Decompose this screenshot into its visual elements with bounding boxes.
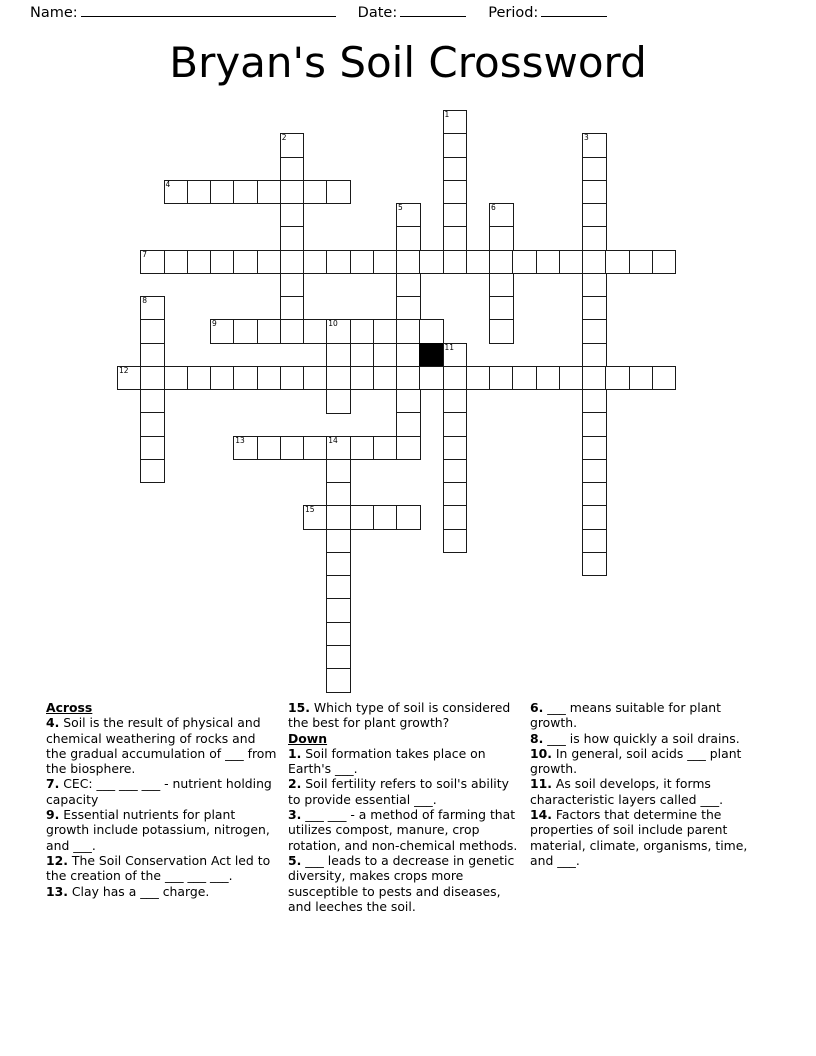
grid-clue-number: 3	[584, 133, 589, 143]
grid-cell[interactable]	[280, 296, 305, 321]
grid-cell[interactable]	[652, 250, 677, 275]
grid-cell[interactable]	[257, 250, 282, 275]
grid-cell[interactable]	[582, 505, 607, 530]
grid-cell[interactable]	[280, 133, 305, 158]
grid-cell[interactable]	[443, 180, 468, 205]
grid-cell[interactable]	[140, 343, 165, 368]
grid-cell[interactable]	[419, 319, 444, 344]
grid-cell[interactable]	[117, 366, 142, 391]
grid-cell[interactable]	[326, 482, 351, 507]
grid-clue-number: 9	[212, 319, 217, 329]
grid-cell[interactable]	[396, 366, 421, 391]
grid-cell[interactable]	[489, 319, 514, 344]
grid-cell[interactable]	[303, 180, 328, 205]
grid-cell[interactable]	[396, 296, 421, 321]
grid-cell[interactable]	[326, 505, 351, 530]
clue-number: 6.	[530, 700, 544, 715]
grid-cell[interactable]	[582, 133, 607, 158]
grid-clue-number: 1	[444, 110, 450, 119]
grid-cell[interactable]	[443, 389, 468, 414]
clue-number: 11.	[530, 776, 552, 792]
grid-cell[interactable]	[280, 366, 305, 391]
clue-text: Soil is the result of physical and chemical weathering of rocks and the gradual accumulation of ___ from the biosphere.	[46, 715, 277, 777]
grid-cell[interactable]	[582, 482, 607, 507]
grid-cell[interactable]	[326, 668, 351, 693]
grid-cell[interactable]	[140, 296, 165, 321]
grid-cell[interactable]	[140, 250, 165, 275]
grid-cell[interactable]	[326, 389, 351, 414]
across-clue-list-part1	[46, 715, 278, 899]
grid-cell[interactable]	[582, 552, 607, 577]
grid-cell[interactable]	[350, 436, 375, 461]
across-clue-9	[46, 807, 278, 853]
grid-cell[interactable]	[489, 273, 514, 298]
down-clue-6	[530, 700, 770, 731]
clue-number: 5.	[288, 852, 302, 868]
grid-cell[interactable]	[396, 412, 421, 437]
grid-cell[interactable]	[582, 226, 607, 251]
grid-cell[interactable]	[443, 459, 468, 484]
down-clue-list-part2	[530, 700, 770, 868]
grid-clue-number: 6	[491, 203, 496, 212]
grid-cell[interactable]	[326, 645, 351, 670]
grid-cell[interactable]	[443, 366, 468, 391]
across-clue-13	[46, 884, 278, 899]
grid-cell[interactable]	[233, 366, 258, 391]
grid-cell[interactable]	[559, 250, 584, 275]
grid-cell[interactable]	[257, 180, 282, 205]
grid-cell[interactable]	[605, 250, 630, 275]
grid-cell[interactable]	[257, 366, 282, 391]
grid-cell[interactable]	[582, 203, 607, 228]
grid-cell[interactable]	[326, 552, 351, 577]
grid-cell[interactable]	[233, 436, 258, 461]
grid-cell[interactable]	[257, 319, 282, 344]
grid-cell[interactable]	[210, 250, 235, 275]
grid-cell[interactable]	[326, 459, 351, 484]
grid-cell[interactable]	[443, 157, 468, 182]
clue-number: 13.	[46, 883, 68, 899]
clue-number: 8.	[530, 730, 544, 746]
across-clue-12	[46, 853, 278, 884]
grid-cell[interactable]	[582, 366, 607, 391]
clue-column-1	[46, 700, 278, 899]
grid-cell[interactable]	[303, 319, 328, 344]
grid-clue-number: 8	[142, 296, 148, 305]
grid-cell[interactable]	[419, 366, 444, 391]
clue-text: ___ means suitable for plant growth.	[530, 700, 721, 731]
grid-cell[interactable]	[140, 366, 165, 391]
grid-cell[interactable]	[582, 343, 607, 368]
clue-text: ___ ___ - a method of farming that utilizes compost, manure, crop rotation, and non-chemical methods.	[288, 807, 518, 853]
date-label: Date:	[357, 5, 398, 21]
grid-cell[interactable]	[350, 366, 375, 391]
grid-cell[interactable]	[466, 250, 491, 275]
clue-number: 9.	[46, 807, 60, 823]
grid-cell[interactable]	[396, 273, 421, 298]
grid-clue-number: 5	[398, 203, 403, 212]
clue-text: In general, soil acids ___ plant growth.	[530, 745, 742, 777]
clue-number: 12.	[46, 852, 68, 868]
across-clue-4	[46, 715, 278, 776]
grid-cell[interactable]	[373, 319, 398, 344]
across-clue-15	[288, 700, 520, 731]
grid-clue-number: 7	[142, 249, 148, 259]
grid-cell[interactable]	[512, 250, 537, 275]
down-clue-list-part1	[288, 746, 520, 914]
grid-cell[interactable]	[303, 250, 328, 275]
grid-cell[interactable]	[350, 505, 375, 530]
grid-cell[interactable]	[512, 366, 537, 391]
grid-cell[interactable]	[443, 133, 468, 158]
grid-cell[interactable]	[443, 343, 468, 368]
down-clue-10	[530, 746, 770, 777]
clue-text: The Soil Conservation Act led to the creation of the ___ ___ ___.	[46, 852, 271, 884]
grid-cell[interactable]	[326, 529, 351, 554]
clue-number: 2.	[288, 776, 302, 792]
down-clue-11	[530, 776, 770, 807]
grid-cell[interactable]	[257, 436, 282, 461]
grid-clue-number: 13	[235, 435, 245, 445]
clue-column-2	[288, 700, 520, 914]
grid-cell[interactable]	[326, 343, 351, 368]
down-clue-1	[288, 746, 520, 777]
grid-cell[interactable]	[280, 436, 305, 461]
grid-cell[interactable]	[280, 273, 305, 298]
down-clue-2	[288, 776, 520, 807]
page-title: Bryan's Soil Crossword	[169, 38, 647, 87]
across-clue-list-part2	[288, 700, 520, 731]
date-field[interactable]	[358, 5, 467, 21]
grid-cell[interactable]	[582, 273, 607, 298]
grid-cell[interactable]	[443, 250, 468, 275]
grid-cell[interactable]	[443, 226, 468, 251]
grid-cell[interactable]	[350, 250, 375, 275]
grid-cell[interactable]	[489, 296, 514, 321]
period-label: Period:	[488, 5, 539, 21]
clue-number: 15.	[288, 700, 310, 715]
grid-cell[interactable]	[582, 529, 607, 554]
grid-cell[interactable]	[629, 366, 654, 391]
clue-text: ___ leads to a decrease in genetic diversity, makes crops more susceptible to pests and diseases, and leeches the soil.	[288, 852, 515, 914]
grid-cell[interactable]	[419, 250, 444, 275]
grid-cell[interactable]	[373, 436, 398, 461]
grid-cell[interactable]	[559, 366, 584, 391]
clue-text: Which type of soil is considered the best for plant growth?	[288, 700, 511, 731]
grid-cell[interactable]	[326, 436, 351, 461]
clue-text: Soil formation takes place on Earth's ___.	[288, 745, 486, 777]
clue-text: Soil fertility refers to soil's ability to provide essential ___.	[288, 776, 509, 807]
grid-cell[interactable]	[187, 366, 212, 391]
clue-text: Clay has a ___ charge.	[67, 883, 210, 899]
grid-cell[interactable]	[140, 319, 165, 344]
across-heading: Across	[46, 700, 93, 715]
grid-clue-number: 2	[281, 133, 287, 143]
grid-cell[interactable]	[350, 343, 375, 368]
grid-cell[interactable]	[233, 180, 258, 205]
grid-cell[interactable]	[443, 505, 468, 530]
grid-cell[interactable]	[280, 203, 305, 228]
grid-clue-number: 12	[119, 365, 129, 375]
grid-cell[interactable]	[187, 250, 212, 275]
crossword-grid-container	[0, 105, 816, 700]
grid-cell[interactable]	[396, 319, 421, 344]
grid-clue-number: 4	[165, 179, 171, 189]
grid-cell[interactable]	[280, 319, 305, 344]
grid-cell[interactable]	[140, 436, 165, 461]
clue-text: Factors that determine the properties of soil include parent material, climate, organisms, time, and ___.	[530, 807, 748, 868]
down-clue-3	[288, 807, 520, 853]
grid-cell[interactable]	[443, 412, 468, 437]
grid-cell[interactable]	[652, 366, 677, 391]
grid-cell[interactable]	[140, 389, 165, 414]
grid-cell[interactable]	[233, 250, 258, 275]
grid-cell[interactable]	[443, 110, 468, 135]
grid-cell[interactable]	[466, 366, 491, 391]
grid-cell[interactable]	[396, 250, 421, 275]
grid-cell[interactable]	[164, 180, 189, 205]
clue-text: As soil develops, it forms characteristic layers called ___.	[530, 776, 724, 807]
clue-text: ___ is how quickly a soil drains.	[543, 730, 740, 746]
grid-cell[interactable]	[164, 250, 189, 275]
name-write-line[interactable]	[81, 5, 336, 17]
clue-number: 10.	[530, 745, 552, 761]
grid-cell[interactable]	[443, 529, 468, 554]
grid-cell[interactable]	[303, 505, 328, 530]
grid-cell[interactable]	[210, 180, 235, 205]
grid-cell[interactable]	[443, 203, 468, 228]
grid-cell[interactable]	[489, 203, 514, 228]
period-field[interactable]	[488, 5, 607, 21]
name-label: Name:	[30, 5, 78, 21]
down-clue-5	[288, 853, 520, 914]
clues-container	[0, 700, 816, 1000]
grid-clue-number: 14	[328, 435, 338, 445]
grid-cell[interactable]	[396, 226, 421, 251]
grid-cell[interactable]	[280, 226, 305, 251]
grid-cell[interactable]	[536, 250, 561, 275]
grid-cell[interactable]	[373, 343, 398, 368]
grid-cell[interactable]	[629, 250, 654, 275]
grid-cell[interactable]	[582, 180, 607, 205]
down-clue-8	[530, 731, 770, 746]
grid-cell[interactable]	[443, 482, 468, 507]
across-clue-7	[46, 776, 278, 807]
grid-cell-blocked	[419, 343, 444, 368]
grid-cell[interactable]	[326, 598, 351, 623]
grid-clue-number: 15	[305, 505, 315, 515]
grid-cell[interactable]	[303, 436, 328, 461]
grid-cell[interactable]	[210, 319, 235, 344]
grid-cell[interactable]	[140, 459, 165, 484]
grid-cell[interactable]	[536, 366, 561, 391]
worksheet-header	[0, 0, 816, 26]
grid-cell[interactable]	[326, 575, 351, 600]
grid-cell[interactable]	[582, 319, 607, 344]
grid-cell[interactable]	[582, 436, 607, 461]
grid-cell[interactable]	[373, 366, 398, 391]
grid-cell[interactable]	[280, 180, 305, 205]
grid-cell[interactable]	[164, 366, 189, 391]
clue-column-3	[530, 700, 770, 868]
grid-cell[interactable]	[350, 319, 375, 344]
grid-cell[interactable]	[373, 250, 398, 275]
grid-cell[interactable]	[605, 366, 630, 391]
grid-cell[interactable]	[582, 459, 607, 484]
grid-cell[interactable]	[326, 622, 351, 647]
grid-cell[interactable]	[582, 250, 607, 275]
grid-cell[interactable]	[326, 319, 351, 344]
grid-cell[interactable]	[582, 412, 607, 437]
clue-text: CEC: ___ ___ ___ - nutrient holding capacity	[46, 776, 272, 807]
grid-cell[interactable]	[582, 389, 607, 414]
grid-cell[interactable]	[396, 203, 421, 228]
grid-cell[interactable]	[489, 250, 514, 275]
down-clue-14	[530, 807, 770, 868]
grid-cell[interactable]	[396, 436, 421, 461]
grid-cell[interactable]	[326, 180, 351, 205]
clue-number: 7.	[46, 776, 60, 792]
grid-cell[interactable]	[303, 366, 328, 391]
grid-cell[interactable]	[489, 226, 514, 251]
grid-cell[interactable]	[443, 436, 468, 461]
name-field[interactable]	[30, 5, 336, 21]
clue-text: Essential nutrients for plant growth include potassium, nitrogen, and ___.	[46, 807, 270, 853]
grid-cell[interactable]	[326, 366, 351, 391]
grid-cell[interactable]	[140, 412, 165, 437]
clue-number: 1.	[288, 745, 302, 761]
clue-number: 3.	[288, 807, 302, 823]
grid-cell[interactable]	[326, 250, 351, 275]
down-heading: Down	[288, 730, 328, 746]
grid-clue-number: 11	[444, 342, 455, 352]
date-write-line[interactable]	[400, 5, 466, 17]
grid-cell[interactable]	[396, 389, 421, 414]
grid-cell[interactable]	[373, 505, 398, 530]
period-write-line[interactable]	[541, 5, 607, 17]
grid-cell[interactable]	[582, 157, 607, 182]
grid-cell[interactable]	[187, 180, 212, 205]
grid-cell[interactable]	[489, 366, 514, 391]
grid-cell[interactable]	[396, 343, 421, 368]
grid-cell[interactable]	[280, 157, 305, 182]
grid-cell[interactable]	[396, 505, 421, 530]
grid-cell[interactable]	[582, 296, 607, 321]
clue-number: 4.	[46, 715, 60, 731]
grid-cell[interactable]	[210, 366, 235, 391]
grid-cell[interactable]	[280, 250, 305, 275]
grid-cell[interactable]	[233, 319, 258, 344]
clue-number: 14.	[530, 807, 552, 823]
grid-clue-number: 10	[328, 319, 338, 329]
